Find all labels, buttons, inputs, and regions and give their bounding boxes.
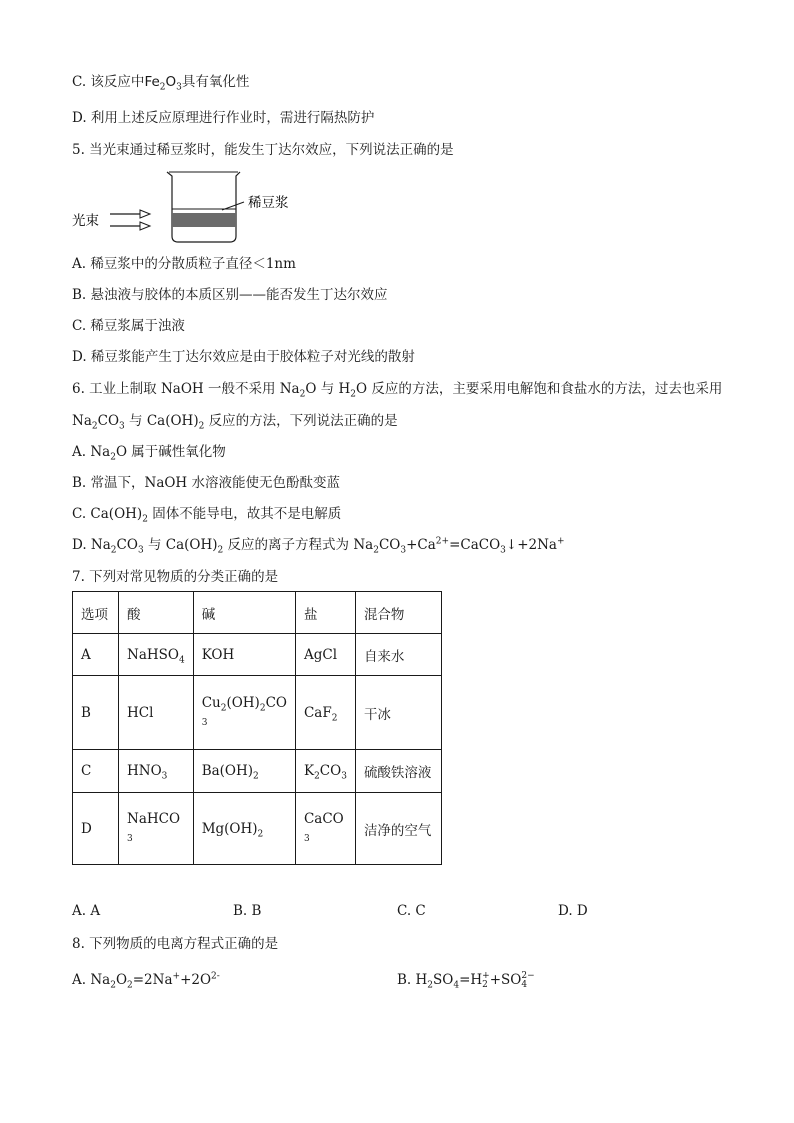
header-cell: 盐 bbox=[295, 592, 355, 634]
table-cell: CaF$_2$ bbox=[295, 676, 355, 750]
q4-option-d: D. 利用上述反应原理进行作业时，需进行隔热防护 bbox=[72, 110, 375, 126]
q6-stem-line1: 6. 工业上制取 NaOH 一般不采用 $Na_2O$ 与 $H_2O$ 反应的方法，主要采用电解饱和食盐水的方法，过去也采用 bbox=[72, 381, 723, 400]
q7-option-c: C. C bbox=[397, 903, 426, 919]
q6-option-b: B. 常温下，NaOH 水溶液能使无色酚酞变蓝 bbox=[72, 475, 340, 491]
table-cell: A bbox=[73, 634, 119, 676]
table-cell: C bbox=[73, 750, 119, 793]
table-cell: KOH bbox=[193, 634, 295, 676]
table-cell: $Cu_2(OH)_2CO$ 3 bbox=[193, 676, 295, 750]
header-cell: 混合物 bbox=[355, 592, 441, 634]
q6-stem-line2: $Na_2CO_3$ 与 $Ca(OH)_2$ 反应的方法，下列说法正确的是 bbox=[72, 413, 398, 432]
q8-stem: 8. 下列物质的电离方程式正确的是 bbox=[72, 936, 279, 952]
table-cell: HCl bbox=[119, 676, 194, 750]
q8-option-b: B. $H_2SO_4=H$ + 2 +SO 2− 4 bbox=[397, 970, 535, 991]
q5-stem: 5. 当光束通过稀豆浆时，能发生丁达尔效应，下列说法正确的是 bbox=[72, 142, 454, 158]
q7-stem: 7. 下列对常见物质的分类正确的是 bbox=[72, 569, 279, 585]
table-cell: $K_2CO_3$ bbox=[295, 750, 355, 793]
table-cell: NaHCO 3 bbox=[119, 793, 194, 865]
q5-option-b: B. 悬浊液与胶体的本质区别——能否发生丁达尔效应 bbox=[72, 287, 388, 303]
table-cell: $Ba(OH)_2$ bbox=[193, 750, 295, 793]
table-cell: 干冰 bbox=[355, 676, 441, 750]
table-cell: CaCO 3 bbox=[295, 793, 355, 865]
header-cell: 酸 bbox=[119, 592, 194, 634]
table-cell: B bbox=[73, 676, 119, 750]
q6-option-d: D. $Na_2CO_3$ 与 $Ca(OH)_2$ 反应的离子方程式为 $Na_2CO_3+Ca^{2+}=CaCO_3↓+2Na^+$ bbox=[72, 536, 565, 556]
q8-option-a: A. $Na_2O_2=2Na^++2O^{2-}$ bbox=[72, 971, 220, 991]
beaker-figure bbox=[72, 166, 332, 248]
table-row bbox=[73, 634, 442, 676]
table-row bbox=[73, 793, 442, 865]
q6-option-c: C. $Ca(OH)_2$ 固体不能导电，故其不是电解质 bbox=[72, 506, 342, 525]
table-cell: 洁净的空气 bbox=[355, 793, 441, 865]
table-cell: $Mg(OH)_2$ bbox=[193, 793, 295, 865]
classification-table bbox=[72, 591, 442, 865]
liquid-label: 稀豆浆 bbox=[248, 195, 289, 211]
table-row bbox=[73, 676, 442, 750]
beam-1-arrow-icon bbox=[140, 210, 150, 218]
table-header-row bbox=[73, 592, 442, 634]
table-cell: D bbox=[73, 793, 119, 865]
q4-option-c: C. 该反应中$Fe_2O_3$具有氧化性 bbox=[72, 74, 250, 93]
beam-2-arrow-icon bbox=[140, 222, 150, 230]
table-cell: NaHSO$_4$ bbox=[119, 634, 194, 676]
q5-option-a: A. 稀豆浆中的分散质粒子直径＜1nm bbox=[72, 256, 296, 272]
q6-option-a: A. $Na_2O$ 属于碱性氧化物 bbox=[72, 444, 226, 463]
table-cell: $HNO_3$ bbox=[119, 750, 194, 793]
table-cell: 自来水 bbox=[355, 634, 441, 676]
table-row bbox=[73, 750, 442, 793]
table-cell: AgCl bbox=[295, 634, 355, 676]
q7-option-a: A. A bbox=[72, 903, 101, 919]
table-cell: 硫酸铁溶液 bbox=[355, 750, 441, 793]
beam-label: 光束 bbox=[72, 213, 99, 229]
liquid-band bbox=[172, 213, 236, 227]
q7-option-b: B. B bbox=[233, 903, 262, 919]
header-cell: 碱 bbox=[193, 592, 295, 634]
q5-option-c: C. 稀豆浆属于浊液 bbox=[72, 318, 185, 334]
header-cell: 选项 bbox=[73, 592, 119, 634]
q7-option-d: D. D bbox=[558, 903, 588, 919]
q5-option-d: D. 稀豆浆能产生丁达尔效应是由于胶体粒子对光线的散射 bbox=[72, 349, 415, 365]
